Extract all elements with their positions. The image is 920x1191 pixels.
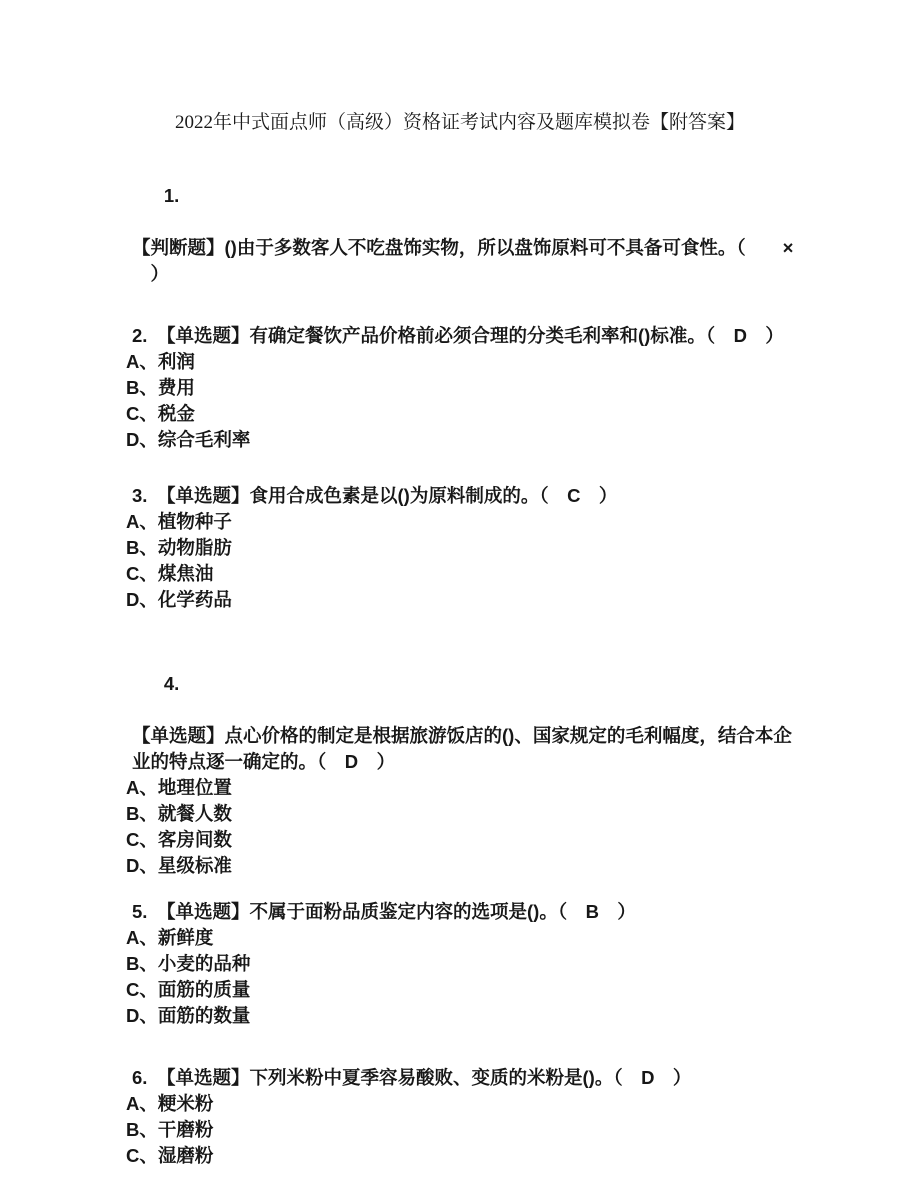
option-item: D、综合毛利率 — [126, 429, 251, 450]
option-item: C、税金 — [126, 403, 195, 424]
option-item: D、面筋的数量 — [126, 1005, 251, 1026]
question-number-line — [126, 645, 880, 723]
question-block — [126, 323, 880, 453]
question-body — [126, 1065, 880, 1091]
option-item: B、费用 — [126, 377, 195, 398]
question-number: 5. — [132, 901, 148, 922]
question-text: 【单选题】下列米粉中夏季容易酸败、变质的米粉是()。（ D ） — [157, 1067, 692, 1088]
question-body — [126, 899, 880, 925]
question-text-line: ） — [132, 263, 170, 284]
question-text-line: 【单选题】点心价格的制定是根据旅游饭店的()、国家规定的毛利幅度，结合本企 — [132, 725, 792, 746]
option-item: A、地理位置 — [126, 777, 232, 798]
question-text-line — [126, 483, 880, 509]
question-body — [126, 235, 880, 287]
option-item: B、动物脂肪 — [126, 537, 232, 558]
option-item: A、植物种子 — [126, 511, 232, 532]
question-options — [126, 925, 880, 1029]
option-item: B、小麦的品种 — [126, 953, 251, 974]
question-text: 【单选题】食用合成色素是以()为原料制成的。（ C ） — [157, 485, 618, 506]
option-item: B、就餐人数 — [126, 803, 232, 824]
option-item: C、湿磨粉 — [126, 1145, 214, 1166]
question-text-line: 业的特点逐一确定的。（ D ） — [132, 751, 396, 772]
option-item: C、客房间数 — [126, 829, 232, 850]
question-body — [126, 723, 880, 775]
option-item: A、利润 — [126, 351, 195, 372]
page-title: 2022年中式面点师（高级）资格证考试内容及题库模拟卷【附答案】 — [174, 112, 745, 133]
question-body — [126, 483, 880, 509]
option-item: D、星级标准 — [126, 855, 232, 876]
question-body — [126, 323, 880, 349]
question-text-line: 【判断题】()由于多数客人不吃盘饰实物，所以盘饰原料可不具备可食性。（ × — [132, 237, 794, 258]
option-item: C、面筋的质量 — [126, 979, 251, 1000]
question-list — [126, 157, 880, 1169]
question-number: 4. — [163, 673, 180, 694]
option-item: D、化学药品 — [126, 589, 232, 610]
question-number: 1. — [163, 185, 180, 206]
question-number: 2. — [132, 325, 148, 346]
question-block — [126, 645, 880, 879]
question-block — [126, 157, 880, 287]
question-options — [126, 1091, 880, 1169]
question-text: 【单选题】不属于面粉品质鉴定内容的选项是()。（ B ） — [157, 901, 636, 922]
question-text-line — [126, 1065, 880, 1091]
question-block — [126, 1065, 880, 1169]
question-text-line — [126, 323, 880, 349]
option-item: B、干磨粉 — [126, 1119, 214, 1140]
question-options — [126, 775, 880, 879]
option-item: A、新鲜度 — [126, 927, 214, 948]
question-block — [126, 483, 880, 613]
option-item: A、粳米粉 — [126, 1093, 214, 1114]
question-block — [126, 899, 880, 1029]
option-item: C、煤焦油 — [126, 563, 214, 584]
question-number-line — [126, 157, 880, 235]
question-text: 【单选题】有确定餐饮产品价格前必须合理的分类毛利率和()标准。（ D ） — [157, 325, 784, 346]
question-number: 6. — [132, 1067, 148, 1088]
question-options — [126, 509, 880, 613]
question-number: 3. — [132, 485, 148, 506]
question-options — [126, 349, 880, 453]
question-text-line — [126, 899, 880, 925]
